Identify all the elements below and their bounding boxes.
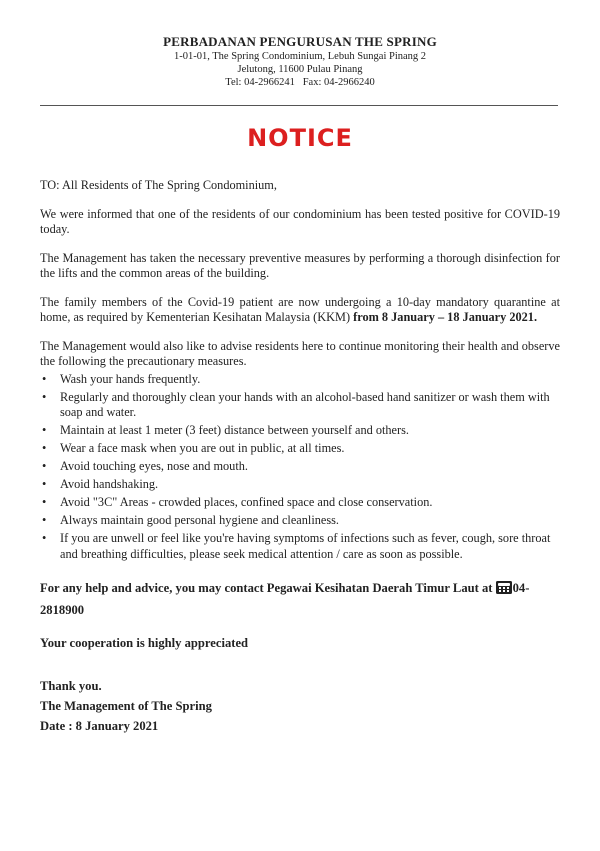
- list-item: • Wash your hands frequently.: [42, 371, 201, 386]
- contact-text: For any help and advice, you may contact Pegawai Kesihatan Daerah Timur Laut at: [40, 581, 496, 595]
- appreciation-line: Your cooperation is highly appreciated: [40, 636, 249, 650]
- contact-phone: 04-2818900: [40, 581, 530, 617]
- bullet-icon: •: [42, 495, 47, 509]
- list-item: • Avoid touching eyes, nose and mouth.: [42, 459, 248, 473]
- address-line-1: 1-01-01, The Spring Condominium, Lebuh Sungai Pinang 2: [173, 51, 427, 62]
- bullet-icon: •: [42, 389, 47, 404]
- contact-info: [40, 578, 560, 620]
- bullet-icon: •: [42, 513, 47, 527]
- bullet-icon: •: [42, 477, 47, 491]
- address-line-2: Jelutong, 11600 Pulau Pinang: [237, 64, 363, 75]
- header-divider: [40, 105, 558, 106]
- bullet-icon: •: [42, 371, 47, 386]
- list-item: • Always maintain good personal hygiene and cleanliness.: [42, 513, 339, 527]
- paragraph-precautions-intro: The Management would also like to advise residents here to continue monitoring their health and observe the following the precautionary measures.: [40, 338, 560, 368]
- paragraph-positive-case: We were informed that one of the residents of our condominium has been tested positive for COVID-19 today.: [40, 206, 560, 236]
- list-item: • If you are unwell or feel like you're having symptoms of infections such as fever, cough, sore throat and breathing difficulties, please seek medical attention / care as soon as possible.: [42, 531, 551, 561]
- paragraph-disinfection: The Management has taken the necessary preventive measures by performing a thorough disinfection for the lifts and the common areas of the building.: [40, 250, 560, 280]
- bullet-icon: •: [42, 441, 47, 455]
- list-item: • Maintain at least 1 meter (3 feet) distance between yourself and others.: [42, 423, 409, 437]
- list-item: • Avoid "3C" Areas - crowded places, confined space and close conservation.: [42, 495, 433, 509]
- notice-body: [40, 178, 560, 736]
- telephone-icon: [496, 580, 512, 600]
- signatory: The Management of The Spring: [40, 698, 212, 713]
- list-item: • Avoid handshaking.: [42, 477, 159, 491]
- notice-title: NOTICE: [247, 124, 353, 152]
- salutation: TO: All Residents of The Spring Condominium,: [40, 178, 277, 192]
- list-item: • Wear a face mask when you are out in public, at all times.: [42, 441, 345, 455]
- bullet-icon: •: [42, 423, 47, 437]
- list-item: • Regularly and thoroughly clean your hands with an alcohol-based hand sanitizer or wash them with soap and water.: [42, 389, 550, 419]
- bullet-icon: •: [42, 531, 47, 545]
- closing: Thank you.: [40, 678, 102, 693]
- contact-line: Tel: 04-2966241 Fax: 04-2966240: [225, 77, 375, 88]
- precaution-list: [40, 372, 560, 563]
- letterhead: [40, 0, 560, 89]
- notice-date: Date : 8 January 2021: [40, 718, 159, 733]
- paragraph-quarantine: [40, 295, 560, 326]
- quarantine-dates: from 8 January – 18 January 2021.: [353, 310, 538, 324]
- bullet-icon: •: [42, 459, 47, 473]
- quarantine-text: The family members of the Covid-19 patient are now undergoing a 10-day mandatory quarantine at home, as required by Kementerian Kesihatan Malaysia (KKM): [40, 294, 560, 324]
- organization-name: PERBADANAN PENGURUSAN THE SPRING: [163, 34, 437, 49]
